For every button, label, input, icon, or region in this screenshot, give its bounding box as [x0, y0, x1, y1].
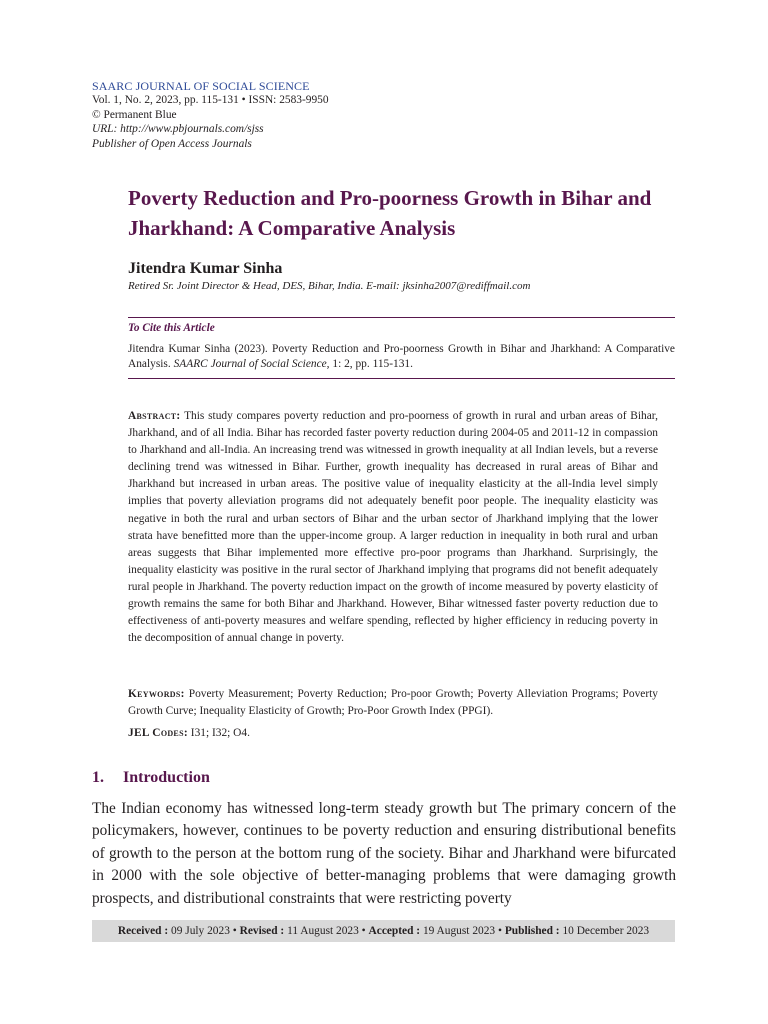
section-heading [92, 769, 210, 787]
revised-date: 11 August 2023 [287, 925, 359, 937]
journal-publisher: Publisher of Open Access Journals [92, 137, 252, 150]
citation-text [128, 342, 675, 372]
journal-name: SAARC JOURNAL OF SOCIAL SCIENCE [92, 79, 310, 93]
bottom-divider [128, 378, 675, 379]
accepted-label: Accepted : [368, 925, 421, 937]
abstract-text: This study compares poverty reduction and pro-poorness of growth in rural and urban areas of Bihar, Jharkhand, and of all India. Bihar has recorded faster poverty reduction during 2004-05 and 2011-12 in compassion to Jharkhand and all-India. An increasing trend was witnessed in growth inequality at all Indian levels, but a reverse declining trend was witnessed in Bihar. Further, growth inequality has decreased in rural areas of Bihar and Jharkhand but increased in urban areas. The positive value of inequality elasticity at the all-India level simply implies that poverty alleviation programs did not adequately benefit poor people. The inequality elasticity was negative in both the rural and urban sectors of Bihar and the urban sector of Jharkhand implying that the lower strata have benefitted more than the upper-income group. A larger reduction in inequality in both rural and urban areas suggests that Bihar implemented more effective pro-poor programs than Jharkhand. Surprisingly, the inequality elasticity was positive in the rural sector of Jharkhand implying that programs did not benefit adequately rural people in Jharkhand. The poverty reduction impact on the growth of income measured by poverty elasticity of growth remains the same for both Bihar and Jharkhand. However, Bihar witnessed faster poverty reduction due to effectiveness of anti-poverty measures and welfare spending, reflected by higher efficiency in reducing poverty in the decomposition of annual change in poverty. [128, 410, 658, 645]
keywords-label: Keywords: [128, 688, 185, 700]
article-title: Poverty Reduction and Pro-poorness Growth in Bihar and Jharkhand: A Comparative Analysis [128, 186, 652, 240]
journal-copyright: © Permanent Blue [92, 108, 177, 121]
separator: • [497, 925, 502, 937]
journal-header [92, 79, 692, 151]
citation-text-start: Jitendra Kumar Sinha (2023). Poverty Reduction and Pro-poorness Growth in Bihar and Jharkhand: A Comparative Analysis. [128, 343, 675, 370]
publication-dates-bar [92, 920, 675, 942]
revised-label: Revised : [239, 925, 285, 937]
accepted-date: 19 August 2023 [422, 925, 496, 937]
journal-url: URL: http://www.pbjournals.com/sjss [92, 123, 264, 136]
separator: • [232, 925, 237, 937]
section-number: 1. [92, 769, 104, 786]
received-label: Received : [117, 925, 169, 937]
jel-text: I31; I32; O4. [190, 727, 250, 739]
published-label: Published : [504, 925, 560, 937]
abstract [128, 408, 658, 647]
published-date: 10 December 2023 [562, 925, 650, 937]
journal-volume-info: Vol. 1, No. 2, 2023, pp. 115-131 • ISSN: 2583-9950 [92, 94, 329, 107]
jel-codes [128, 727, 250, 739]
keywords [128, 686, 658, 720]
section-title: Introduction [123, 769, 210, 786]
keywords-text: Poverty Measurement; Poverty Reduction; Pro-poor Growth; Poverty Alleviation Programs; Poverty Growth Curve; Inequality Elasticity of Growth; Pro-Poor Growth Index (PPGI). [128, 688, 658, 717]
top-divider [128, 317, 675, 318]
citation-journal: SAARC Journal of Social Science, [173, 358, 330, 370]
author-name: Jitendra Kumar Sinha [128, 260, 283, 277]
author-affiliation: Retired Sr. Joint Director & Head, DES, Bihar, India. E-mail: jksinha2007@rediffmail.com [128, 280, 531, 292]
body-paragraph: The Indian economy has witnessed long-term steady growth but The primary concern of the policymakers, however, continues to be poverty reduction and ensuring distributional benefits of growth to the person at the bottom rung of the society. Bihar and Jharkhand were bifurcated in 2000 with the sole objective of better-managing problems that were damaging growth prospects, and distributional constraints that were restricting poverty [92, 800, 676, 907]
separator: • [361, 925, 366, 937]
citation-text-end: 1: 2, pp. 115-131. [329, 358, 413, 370]
cite-heading: To Cite this Article [128, 322, 215, 334]
abstract-label: Abstract: [128, 410, 181, 422]
received-date: 09 July 2023 [171, 925, 230, 937]
jel-label: JEL Codes: [128, 727, 188, 739]
